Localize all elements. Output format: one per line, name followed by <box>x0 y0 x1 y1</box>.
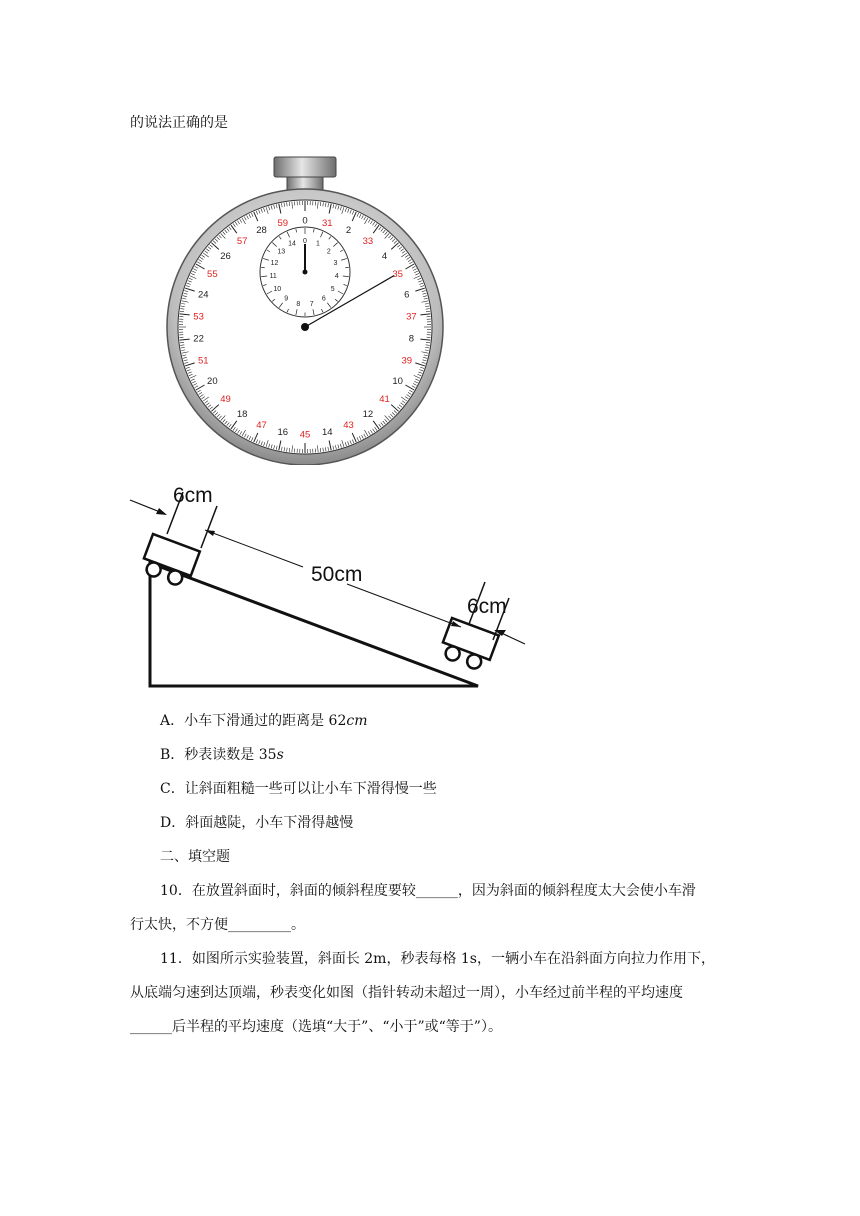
outer-label-black: 8 <box>408 333 415 345</box>
outer-label-black: 22 <box>193 333 204 345</box>
outer-label-red: 57 <box>236 235 248 247</box>
inner-label: 3 <box>333 259 338 267</box>
incline-figure <box>125 478 535 693</box>
option-a-text: A．小车下滑通过的距离是 62 <box>160 713 347 729</box>
inner-label: 14 <box>288 240 296 248</box>
outer-label-red: 35 <box>392 269 403 280</box>
outer-label-red: 37 <box>406 311 417 323</box>
inner-label: 2 <box>326 248 331 256</box>
outer-label-black: 10 <box>392 376 403 387</box>
inner-label: 6 <box>321 295 326 303</box>
option-b <box>160 744 284 764</box>
outer-label-black: 12 <box>362 409 374 421</box>
minute-hand-pivot <box>303 270 308 275</box>
second-hand-pivot <box>301 323 309 331</box>
question-11-line-2: 从底端匀速到达顶端，秒表变化如图（指针转动未超过一周），小车经过前半程的平均速度 <box>130 985 683 1001</box>
outer-label-red: 47 <box>256 420 267 432</box>
stopwatch-figure <box>160 155 450 465</box>
inner-label: 10 <box>273 285 282 293</box>
inner-label: 12 <box>270 259 279 267</box>
outer-label-red: 41 <box>379 394 390 406</box>
option-b-text: B．秒表读数是 35 <box>160 747 277 763</box>
outer-label-red: 33 <box>362 235 374 247</box>
top-cart-label: 6cm <box>173 484 213 507</box>
option-b-unit: s <box>276 747 284 763</box>
bottom-cart-label: 6cm <box>467 595 507 618</box>
section-title: 二、填空题 <box>160 849 230 865</box>
outer-label-black: 6 <box>404 289 410 301</box>
inner-label: 9 <box>284 295 289 303</box>
inner-label: 5 <box>330 285 335 293</box>
outer-label-red: 49 <box>220 394 231 406</box>
question-10-line-2: 行太快，不方便_________。 <box>130 917 305 933</box>
bottom-cart <box>438 618 499 673</box>
question-10-line-1: 10．在放置斜面时，斜面的倾斜程度要较______，因为斜面的倾斜程度太大会使小车滑 <box>160 883 696 899</box>
distance-label: 50cm <box>311 563 363 586</box>
outer-label-red: 53 <box>193 311 204 323</box>
outer-label-black: 20 <box>207 376 218 387</box>
inner-label: 4 <box>334 273 339 281</box>
outer-label-red: 59 <box>277 217 289 229</box>
option-a-unit: cm <box>346 713 368 729</box>
option-d: D．斜面越陡，小车下滑得越慢 <box>160 815 354 831</box>
inner-label: 8 <box>296 301 301 309</box>
inner-label: 7 <box>309 301 314 309</box>
option-a <box>160 710 368 730</box>
stopwatch-crown <box>274 157 336 192</box>
inner-label: 11 <box>269 273 277 281</box>
outer-label-black: 0 <box>302 215 308 227</box>
top-back-extension <box>201 506 217 548</box>
outer-label-black: 16 <box>277 427 289 439</box>
question-intro-text: 的说法正确的是 <box>130 115 228 131</box>
outer-label-red: 31 <box>321 217 333 229</box>
outer-label-red: 55 <box>207 269 218 280</box>
left-pointer-arrow <box>130 500 167 515</box>
outer-label-black: 18 <box>236 409 248 421</box>
outer-label-black: 26 <box>220 250 231 262</box>
top-cart <box>139 534 200 589</box>
inner-label: 1 <box>316 240 320 248</box>
outer-label-red: 39 <box>401 355 413 367</box>
outer-label-black: 28 <box>256 224 267 236</box>
inner-label: 13 <box>277 248 286 256</box>
outer-label-red: 43 <box>343 420 354 432</box>
outer-label-black: 4 <box>381 250 388 262</box>
question-11-line-1: 11．如图所示实验装置，斜面长 2m，秒表每格 1s，一辆小车在沿斜面方向拉力作用下， <box>160 951 715 967</box>
outer-label-red: 51 <box>197 355 209 367</box>
outer-label-black: 14 <box>321 427 333 439</box>
outer-label-red: 45 <box>299 429 311 441</box>
question-11-line-3: ______后半程的平均速度（选填“大于”、“小于”或“等于”）。 <box>130 1019 502 1035</box>
outer-label-black: 2 <box>345 224 352 236</box>
outer-label-black: 24 <box>197 289 209 301</box>
option-c: C．让斜面粗糙一些可以让小车下滑得慢一些 <box>160 781 437 797</box>
inner-label: 0 <box>303 237 307 245</box>
